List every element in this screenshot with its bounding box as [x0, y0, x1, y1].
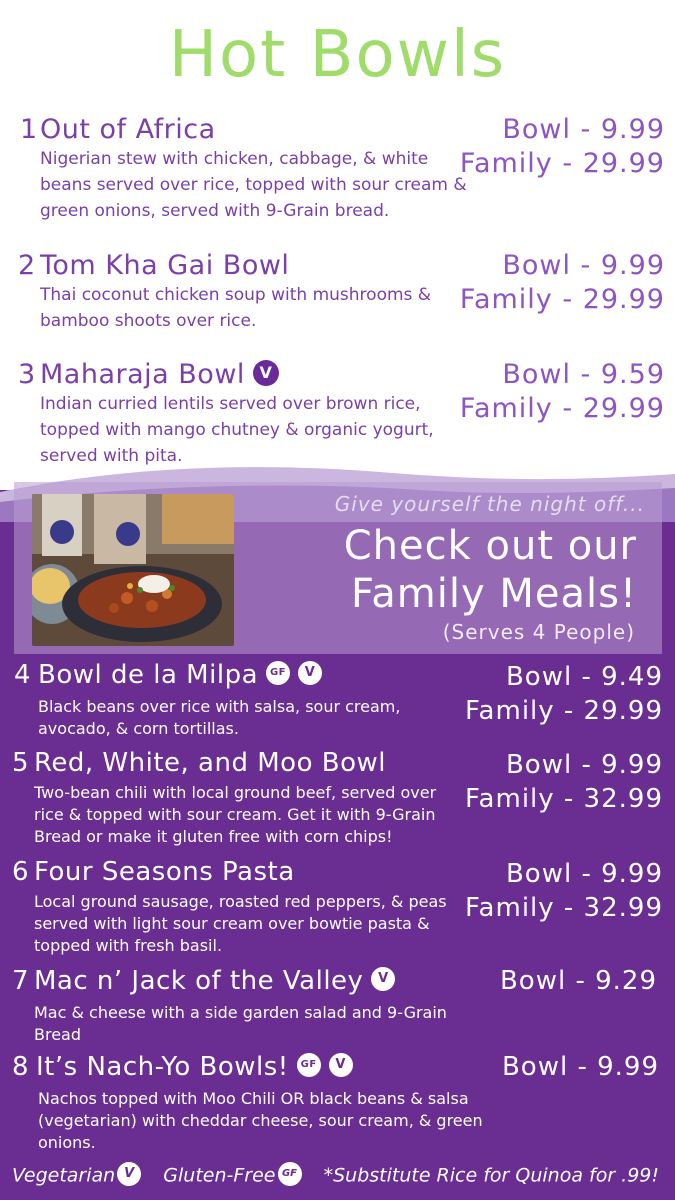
item-description: Mac & cheese with a side garden salad and 9-Grain Bread: [34, 1003, 447, 1044]
bowl-price: Bowl - 9.99: [505, 750, 663, 780]
page-title: Hot Bowls: [168, 18, 507, 92]
family-price: Family - 29.99: [464, 696, 663, 726]
item-description: Nachos topped with Moo Chili OR black beans & salsa (vegetarian) with cheddar cheese, sour cream, & green onions.: [38, 1089, 483, 1152]
vegetarian-icon: V: [298, 661, 322, 685]
item-name-text: It’s Nach-Yo Bowls!: [36, 1052, 289, 1082]
bowl-price: Bowl - 9.99: [502, 114, 665, 145]
item-name-text: Maharaja Bowl: [40, 359, 245, 390]
bowl-price: Bowl - 9.99: [502, 250, 665, 281]
item-name-text: Bowl de la Milpa: [38, 660, 258, 690]
banner-headline-line1: Check out our: [343, 523, 637, 569]
item-name: [38, 660, 322, 690]
banner-serves: (Serves 4 People): [442, 620, 635, 644]
item-name: [34, 966, 395, 996]
gluten-free-icon: GF: [297, 1053, 321, 1077]
item-number: 7: [12, 966, 30, 996]
bowl-price: Bowl - 9.29: [499, 966, 657, 996]
footer-legend: [12, 1164, 672, 1188]
family-price: Family - 29.99: [459, 284, 665, 315]
item-description: Two-bean chili with local ground beef, served over rice & topped with sour cream. Get it with 9-Grain Bread or make it gluten free with corn chips!: [34, 783, 437, 846]
family-price: Family - 29.99: [459, 393, 665, 424]
item-description: Local ground sausage, roasted red peppers, & peas served with light sour cream over bowtie pasta & topped with fresh basil.: [34, 892, 447, 955]
family-price: Family - 32.99: [464, 893, 663, 923]
vegetarian-label: Vegetarian: [12, 1164, 116, 1187]
item-number: 1: [20, 114, 38, 145]
banner-headline: [344, 522, 637, 618]
item-number: 2: [18, 250, 36, 281]
item-name-text: Mac n’ Jack of the Valley: [34, 966, 364, 996]
item-number: 8: [12, 1052, 30, 1082]
item-name: Out of Africa: [40, 114, 216, 145]
gluten-free-label: Gluten-Free: [163, 1164, 276, 1187]
banner-tagline: Give yourself the night off...: [334, 492, 645, 516]
item-number: 4: [14, 660, 32, 690]
vegetarian-icon: V: [117, 1162, 141, 1186]
bowl-price: Bowl - 9.59: [502, 359, 665, 390]
item-description: Nigerian stew with chicken, cabbage, & white beans served over rice, topped with sour cream & green onions, served with 9-Grain bread.: [40, 149, 467, 221]
item-description: Thai coconut chicken soup with mushrooms & bamboo shoots over rice.: [40, 285, 432, 331]
bowl-price: Bowl - 9.49: [505, 662, 663, 692]
bowl-price: Bowl - 9.99: [501, 1052, 659, 1082]
item-number: 5: [12, 748, 30, 778]
family-price: Family - 29.99: [459, 148, 665, 179]
substitute-note: *Substitute Rice for Quinoa for .99!: [323, 1164, 659, 1187]
bowl-price: Bowl - 9.99: [505, 859, 663, 889]
item-name: Tom Kha Gai Bowl: [40, 250, 290, 281]
vegetarian-icon: V: [371, 967, 395, 991]
gluten-free-icon: GF: [278, 1162, 302, 1186]
item-name: [36, 1052, 353, 1082]
vegetarian-icon: V: [329, 1053, 353, 1077]
item-number: 6: [12, 857, 30, 887]
vegetarian-icon: V: [253, 360, 279, 386]
item-description: Indian curried lentils served over brown rice, topped with mango chutney & organic yogurt, served with pita.: [40, 394, 434, 466]
family-price: Family - 32.99: [464, 784, 663, 814]
gluten-free-icon: GF: [266, 661, 290, 685]
banner-headline-line2: Family Meals!: [350, 571, 637, 617]
food-photo: [32, 494, 234, 646]
item-description: Black beans over rice with salsa, sour cream, avocado, & corn tortillas.: [38, 697, 401, 738]
item-name: Four Seasons Pasta: [34, 857, 295, 887]
item-number: 3: [18, 359, 36, 390]
item-name: Red, White, and Moo Bowl: [34, 748, 386, 778]
item-name: [40, 359, 279, 390]
